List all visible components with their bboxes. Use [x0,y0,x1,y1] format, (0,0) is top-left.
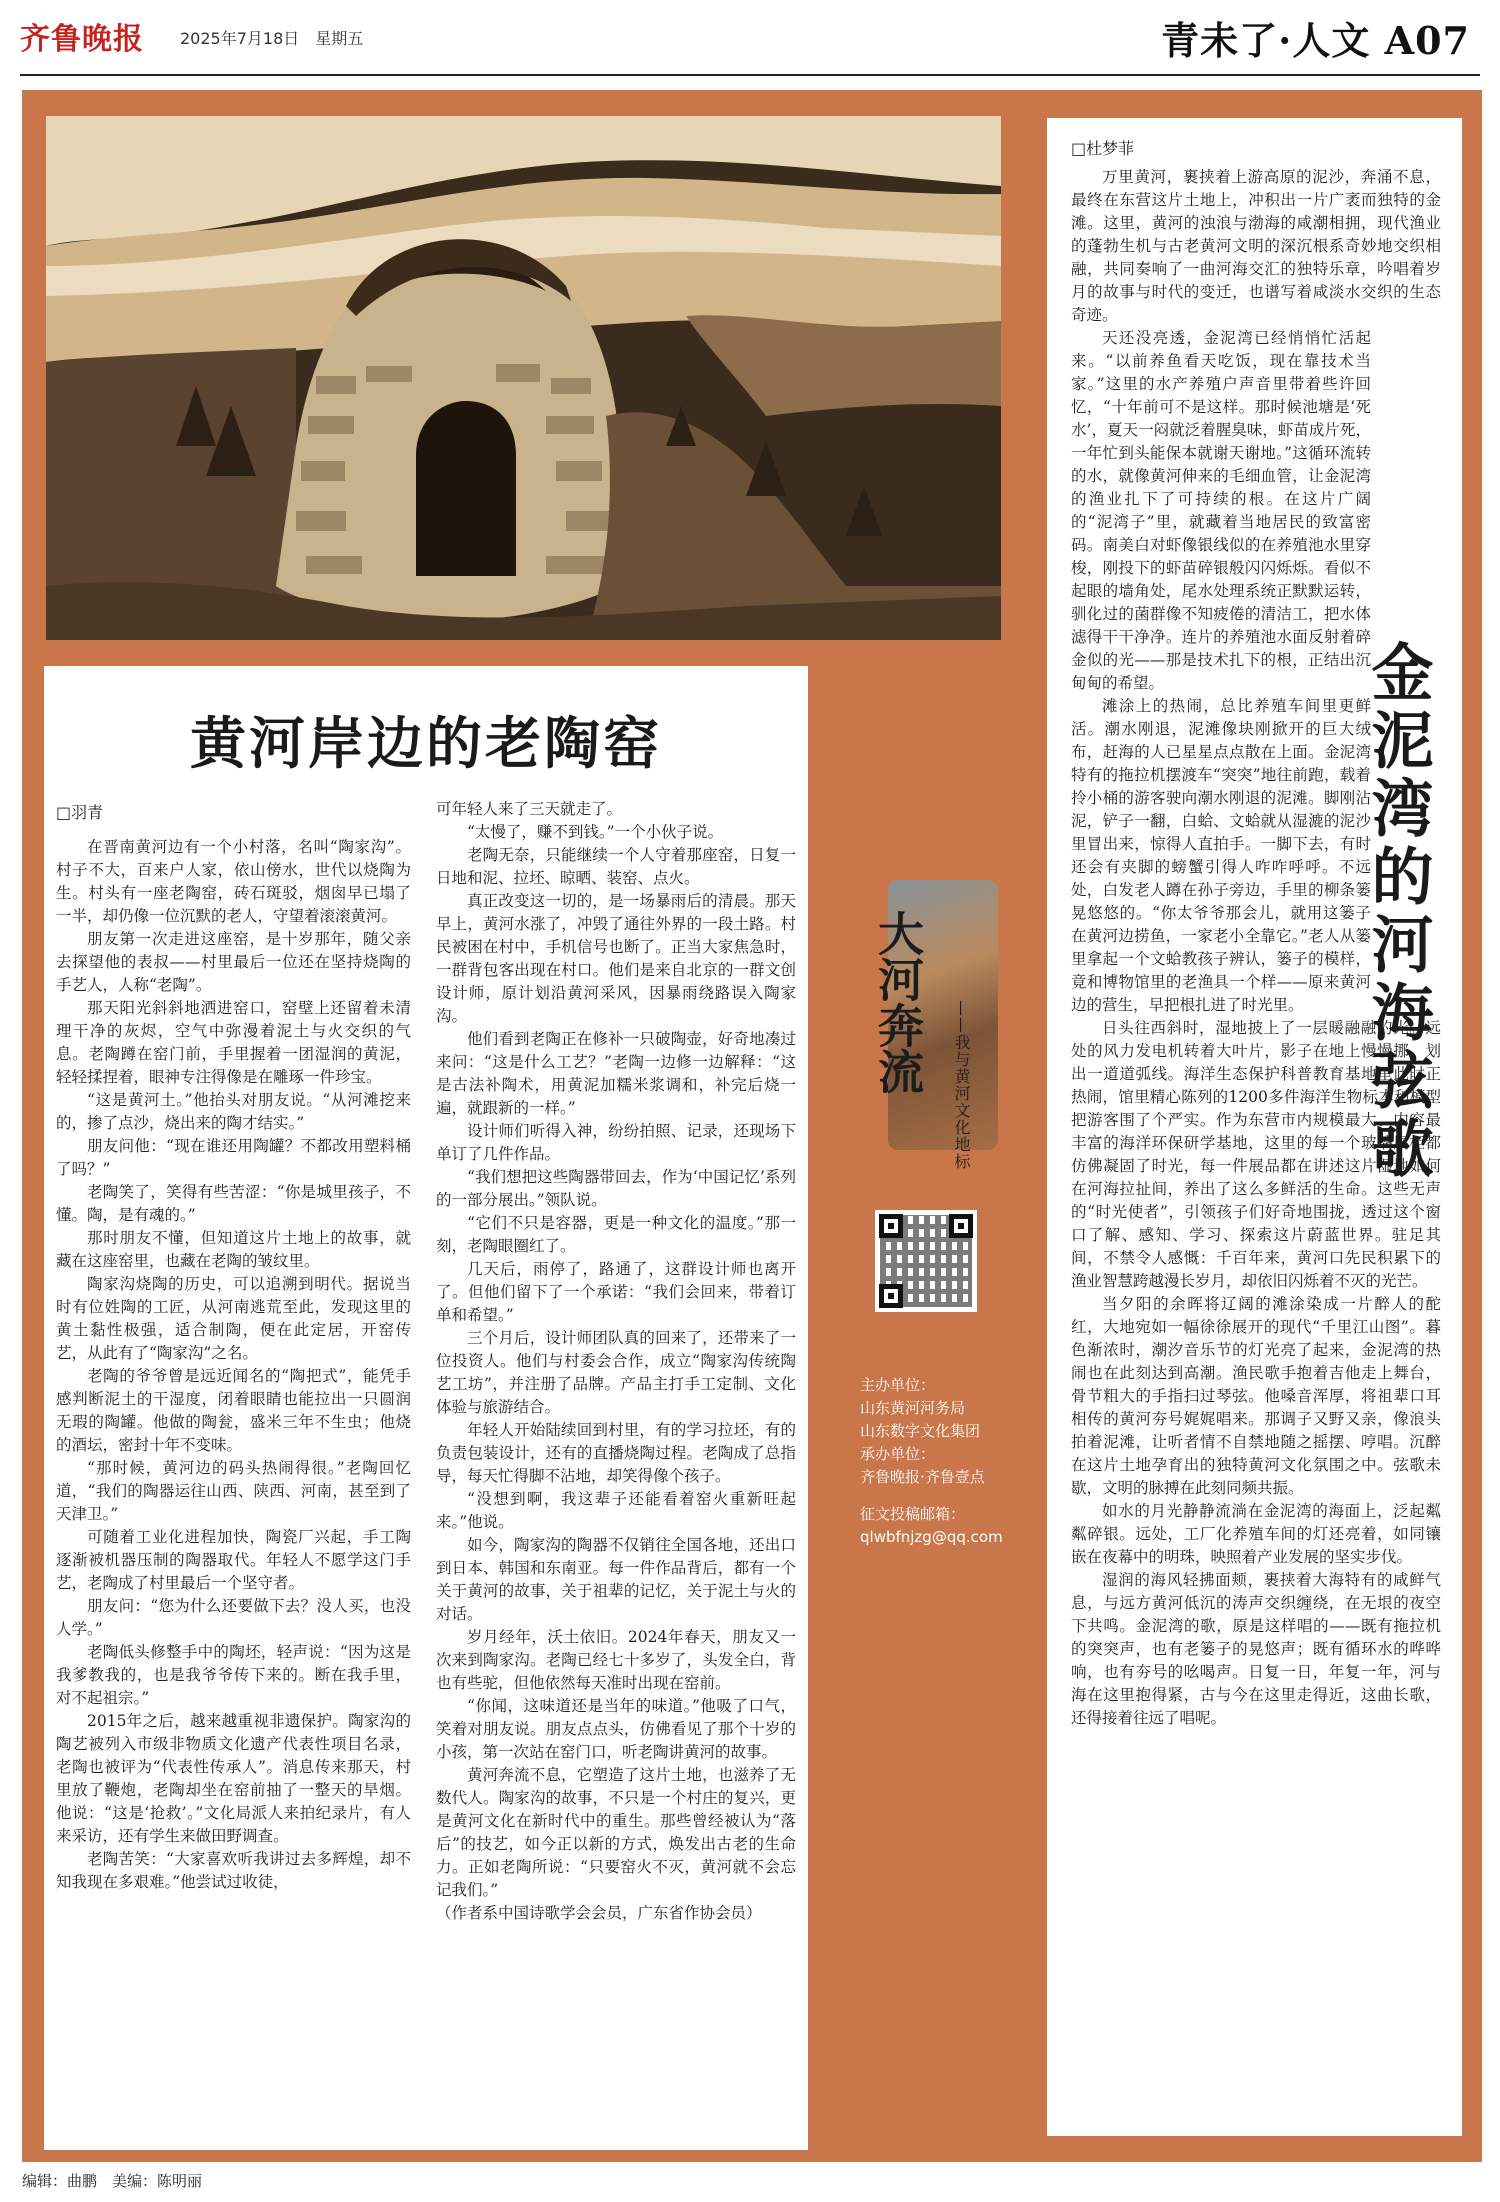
sponsor-line: 山东黄河河务局 [860,1399,966,1417]
sponsor-line: 齐鲁晚报·齐鲁壹点 [860,1468,985,1486]
paragraph: 可随着工业化进程加快，陶瓷厂兴起，手工陶逐渐被机器压制的陶器取代。年轻人不愿学这门手艺，老陶成了村里最后一个坚守者。 [56,1528,411,1592]
right-article-title: 金泥湾的河海弦歌 [1361,640,1434,1184]
paragraph: “太慢了，赚不到钱。”一个小伙子说。 [467,823,724,841]
section-name: 青未了·人文 [1161,18,1371,63]
left-article-title: 黄河岸边的老陶窑 [190,711,662,777]
sponsor-line: 承办单位： [860,1445,936,1463]
paragraph: 朋友问：“您为什么还要做下去？没人买，也没人学。” [56,1597,411,1638]
column-subtitle: ——我与黄河文化地标 [952,1000,971,1170]
qr-code-icon[interactable] [875,1210,977,1312]
paragraph: 可年轻人来了三天就走了。 [436,800,623,818]
paragraph: 如今，陶家沟的陶器不仅销往全国各地，还出口到日本、韩国和东南亚。每一件作品背后，都有一个关于黄河的故事，关于祖辈的记忆，关于泥土与火的对话。 [436,1536,796,1623]
paragraph: 朋友问他：“现在谁还用陶罐？不都改用塑料桶了吗？” [56,1137,411,1178]
sponsor-info [860,1374,1040,1549]
paragraph: 滩涂上的热闹，总比养殖车间里更鲜活。潮水刚退，泥滩像块刚掀开的巨大绒布，赶海的人已星星点点散在上面。金泥湾特有的拖拉机摆渡车“突突”地往前跑，载着拎小桶的游客驶向潮水刚退的泥滩。脚刚沾泥，铲子一翻，白蛤、文蛤就从湿漉的泥沙里冒出来，惊得人直拍手。一脚下去，有时还会有夹脚的螃蟹引得人咋咋呼呼。不远处，白发老人蹲在孙子旁边，手里的柳条篓晃悠悠的。“你太爷爷那会儿，就用这篓子在黄河边捞鱼，一家老小全靠它。”老人从篓里拿起一个文蛤教孩子辨认，篓子的模样，竟和博物馆里的老渔具一个样——原来黄河边的营生，早把根扎进了时光里。 [1071,697,1371,1014]
paragraph: 湿润的海风轻拂面颊，裹挟着大海特有的咸鲜气息，与远方黄河低沉的涛声交织缠绕，在无垠的夜空下共鸣。金泥湾的歌，原是这样唱的——既有拖拉机的突突声，也有老篓子的晃悠声；既有循环水的哗哗响，也有夯号的吆喝声。日复一日，年复一年，河与海在这里抱得紧，古与今在这里走得近，这曲长歌，还得接着往远了唱呢。 [1071,1571,1441,1727]
page-footer: 编辑：曲鹏 美编：陈明丽 [22,2172,203,2190]
left-article-column-1 [56,836,411,1894]
qr-finder-icon [879,1214,903,1238]
paragraph: “这是黄河土。”他抬头对朋友说。“从河滩挖来的，掺了点沙，烧出来的陶才结实。” [56,1091,411,1132]
kiln-photo-icon [46,116,1001,640]
newspaper-logo: 齐鲁晚报 [20,22,144,57]
author-byline: （作者系中国诗歌学会会员，广东省作协会员） [436,1904,762,1922]
left-article-author: □羽青 [56,803,104,822]
paragraph: 那天阳光斜斜地洒进窑口，窑壁上还留着未清理干净的灰烬，空气中弥漫着泥土与火交织的气息。老陶蹲在窑门前，手里握着一团湿润的黄泥，轻轻揉捏着，眼神专注得像是在雕琢一件珍宝。 [56,999,411,1086]
paragraph: “那时候，黄河边的码头热闹得很。”老陶回忆道，“我们的陶器运往山西、陕西、河南，甚至到了天津卫。” [56,1459,411,1523]
paragraph: “没想到啊，我这辈子还能看着窑火重新旺起来。”他说。 [436,1490,796,1531]
paragraph: 他们看到老陶正在修补一只破陶壶，好奇地凑过来问：“这是什么工艺？”老陶一边修一边解释：“这是古法补陶术，用黄泥加糯米浆调和，补完后烧一遍，就跟新的一样。” [436,1030,796,1117]
paragraph: 在晋南黄河边有一个小村落，名叫“陶家沟”。村子不大，百来户人家，依山傍水，世代以烧陶为生。村头有一座老陶窑，砖石斑驳，烟囱早已塌了一半，却仍像一位沉默的老人，守望着滚滚黄河。 [56,838,411,925]
right-article-author: □杜梦菲 [1071,139,1135,158]
paragraph: 设计师们听得入神，纷纷拍照、记录，还现场下单订了几件作品。 [436,1122,796,1163]
paragraph: 黄河奔流不息，它塑造了这片土地，也滋养了无数代人。陶家沟的故事，不只是一个村庄的复兴，更是黄河文化在新时代中的重生。那些曾经被认为“落后”的技艺，如今正以新的方式，焕发出古老的生命力。正如老陶所说：“只要窑火不灭，黄河就不会忘记我们。” [436,1766,796,1899]
left-article [44,666,808,2150]
submission-label: 征文投稿邮箱： [860,1505,966,1523]
paragraph: “你闻，这味道还是当年的味道。”他吸了口气，笑着对朋友说。朋友点点头，仿佛看见了那个十岁的小孩，第一次站在窑门口，听老陶讲黄河的故事。 [436,1697,796,1761]
paragraph: 万里黄河，裹挟着上游高原的泥沙，奔涌不息，最终在东营这片土地上，冲积出一片广袤而独特的金滩。这里，黄河的浊浪与渤海的咸潮相拥，现代渔业的蓬勃生机与古老黄河文明的深沉根系奇妙地交织相融，共同奏响了一曲河海交汇的独特乐章，吟唱着岁月的故事与时代的变迁，也谱写着咸淡水交织的生态奇迹。 [1071,168,1441,324]
qr-finder-icon [879,1284,903,1308]
paragraph: “我们想把这些陶器带回去，作为‘中国记忆’系列的一部分展出。”领队说。 [436,1168,796,1209]
paragraph: 老陶无奈，只能继续一个人守着那座窑，日复一日地和泥、拉坯、晾晒、装窑、点火。 [436,846,796,887]
masthead [20,0,1480,76]
paragraph: 朋友第一次走进这座窑，是十岁那年，随父亲去探望他的表叔——村里最后一位还在坚持烧陶的手艺人，人称“老陶”。 [56,930,411,994]
paragraph: 日头往西斜时，湿地披上了一层暖融融的光。远处的风力发电机转着大叶片，影子在地上慢慢挪，划出一道道弧线。海洋生态保护科普教育基地里此时正热闹，馆里精心陈列的1200多件海洋生物标本和模型把游客围了个严实。作为东营市内规模最大、内容最丰富的海洋环保研学基地，这里的每一个玻璃展柜都仿佛凝固了时光，每一件展品都在讲述这片湿地如何在河海拉扯间，养出了这么多鲜活的生命。这些无声的“时光使者”，引领孩子们好奇地围拢，透过这个窗口了解、感知、学习、探索这片蔚蓝世界。驻足其间，不禁令人感慨：千百年来，黄河口先民积累下的渔业智慧跨越漫长岁月，却依旧闪烁着不灭的光芒。 [1071,1019,1441,1290]
paragraph: 几天后，雨停了，路通了，这群设计师也离开了。但他们留下了一个承诺：“我们会回来，带着订单和希望。” [436,1260,796,1324]
sponsor-line: 主办单位： [860,1376,936,1394]
paragraph: 陶家沟烧陶的历史，可以追溯到明代。据说当时有位姓陶的工匠，从河南逃荒至此，发现这里的黄土黏性极强，适合制陶，便在此定居，开窑传艺，从此有了“陶家沟”之名。 [56,1275,411,1362]
paragraph: 如水的月光静静流淌在金泥湾的海面上，泛起粼粼碎银。远处，工厂化养殖车间的灯还亮着，如同镶嵌在夜幕中的明珠，映照着产业发展的坚实步伐。 [1071,1502,1441,1566]
left-article-column-2 [436,798,796,1925]
paragraph: 真正改变这一切的，是一场暴雨后的清晨。那天早上，黄河水涨了，冲毁了通往外界的一段土路。村民被困在村中，手机信号也断了。正当大家焦急时，一群背包客出现在村口。他们是来自北京的一群文创设计师，原计划沿黄河采风，因暴雨绕路误入陶家沟。 [436,892,796,1025]
paragraph: 老陶的爷爷曾是远近闻名的“陶把式”，能凭手感判断泥土的干湿度，闭着眼睛也能拉出一只圆润无瑕的陶罐。他做的陶瓮，盛米三年不生虫；他烧的酒坛，密封十年不变味。 [56,1367,411,1454]
paragraph: 老陶低头修整手中的陶坯，轻声说：“因为这是我爹教我的，也是我爷爷传下来的。断在我手里，对不起祖宗。” [56,1643,411,1707]
kiln-illustration-icon [46,116,1001,640]
section-title [1161,10,1470,65]
submission-email[interactable]: qlwbfnjzg@qq.com [860,1528,1003,1546]
page-number: A07 [1384,18,1470,63]
qr-finder-icon [949,1214,973,1238]
paragraph: 岁月经年，沃土依旧。2024年春天，朋友又一次来到陶家沟。老陶已经七十多岁了，头发全白，背也有些驼，但他依然每天准时出现在窑前。 [436,1628,796,1692]
paragraph: 2015年之后，越来越重视非遗保护。陶家沟的陶艺被列入市级非物质文化遗产代表性项目名录，老陶也被评为“代表性传承人”。消息传来那天，村里放了鞭炮，老陶却坐在窑前抽了一整天的旱烟。他说：“这是‘抢救’。”文化局派人来拍纪录片，有人来采访，还有学生来做田野调查。 [56,1712,411,1845]
paragraph: “它们不只是容器，更是一种文化的温度。”那一刻，老陶眼圈红了。 [436,1214,796,1255]
paragraph: 天还没亮透，金泥湾已经悄悄忙活起来。“以前养鱼看天吃饭，现在靠技术当家。”这里的水产养殖户声音里带着些许回忆，“十年前可不是这样。那时候池塘是‘死水’，夏天一闷就泛着腥臭味，虾苗成片死，一年忙到头能保本就谢天谢地。”这循环流转的水，就像黄河伸来的毛细血管，让金泥湾的渔业扎下了可持续的根。在这片广阔的“泥湾子”里，就藏着当地居民的致富密码。南美白对虾像银线似的在养殖池水里穿梭，刚投下的虾苗碎银般闪闪烁烁。看似不起眼的墙角处，尾水处理系统正默默运转，驯化过的菌群像不知疲倦的清洁工，把水体滤得干干净净。连片的养殖池水面反射着碎金似的光——那是技术扎下的根，正结出沉甸甸的希望。 [1071,329,1371,692]
paragraph: 当夕阳的余晖将辽阔的滩涂染成一片醉人的酡红，大地宛如一幅徐徐展开的现代“千里江山图”。暮色渐浓时，潮汐音乐节的灯光亮了起来，金泥湾的热闹也在此刻达到高潮。渔民歌手抱着吉他走上舞台，骨节粗大的手指扫过琴弦。他嗓音浑厚，将祖辈口耳相传的黄河夯号娓娓唱来。那调子又野又亲，像浪头拍着泥滩，让听者情不自禁地随之摇摆、哼唱。沉醉在这片土地孕育出的独特黄河文化氛围之中。弦歌未歇，文明的脉搏在此刻同频共振。 [1071,1295,1441,1497]
paragraph: 三个月后，设计师团队真的回来了，还带来了一位投资人。他们与村委会合作，成立“陶家沟传统陶艺工坊”，并注册了品牌。产品主打手工定制、文化体验与旅游结合。 [436,1329,796,1416]
sponsor-line: 山东数字文化集团 [860,1422,981,1440]
issue-date: 2025年7月18日 星期五 [180,29,364,48]
paragraph: 年轻人开始陆续回到村里，有的学习拉坯，有的负责包装设计，还有的直播烧陶过程。老陶成了总指导，每天忙得脚不沾地，却笑得像个孩子。 [436,1421,796,1485]
column-brand [870,880,1010,1170]
paragraph: 老陶笑了，笑得有些苦涩：“你是城里孩子，不懂。陶，是有魂的。” [56,1183,411,1224]
paragraph: 那时朋友不懂，但知道这片土地上的故事，就藏在这座窑里，也藏在老陶的皱纹里。 [56,1229,411,1270]
column-name: 大河奔流 [871,910,925,1094]
paragraph: 老陶苦笑：“大家喜欢听我讲过去多辉煌，却不知我现在多艰难。”他尝试过收徒， [56,1850,411,1891]
